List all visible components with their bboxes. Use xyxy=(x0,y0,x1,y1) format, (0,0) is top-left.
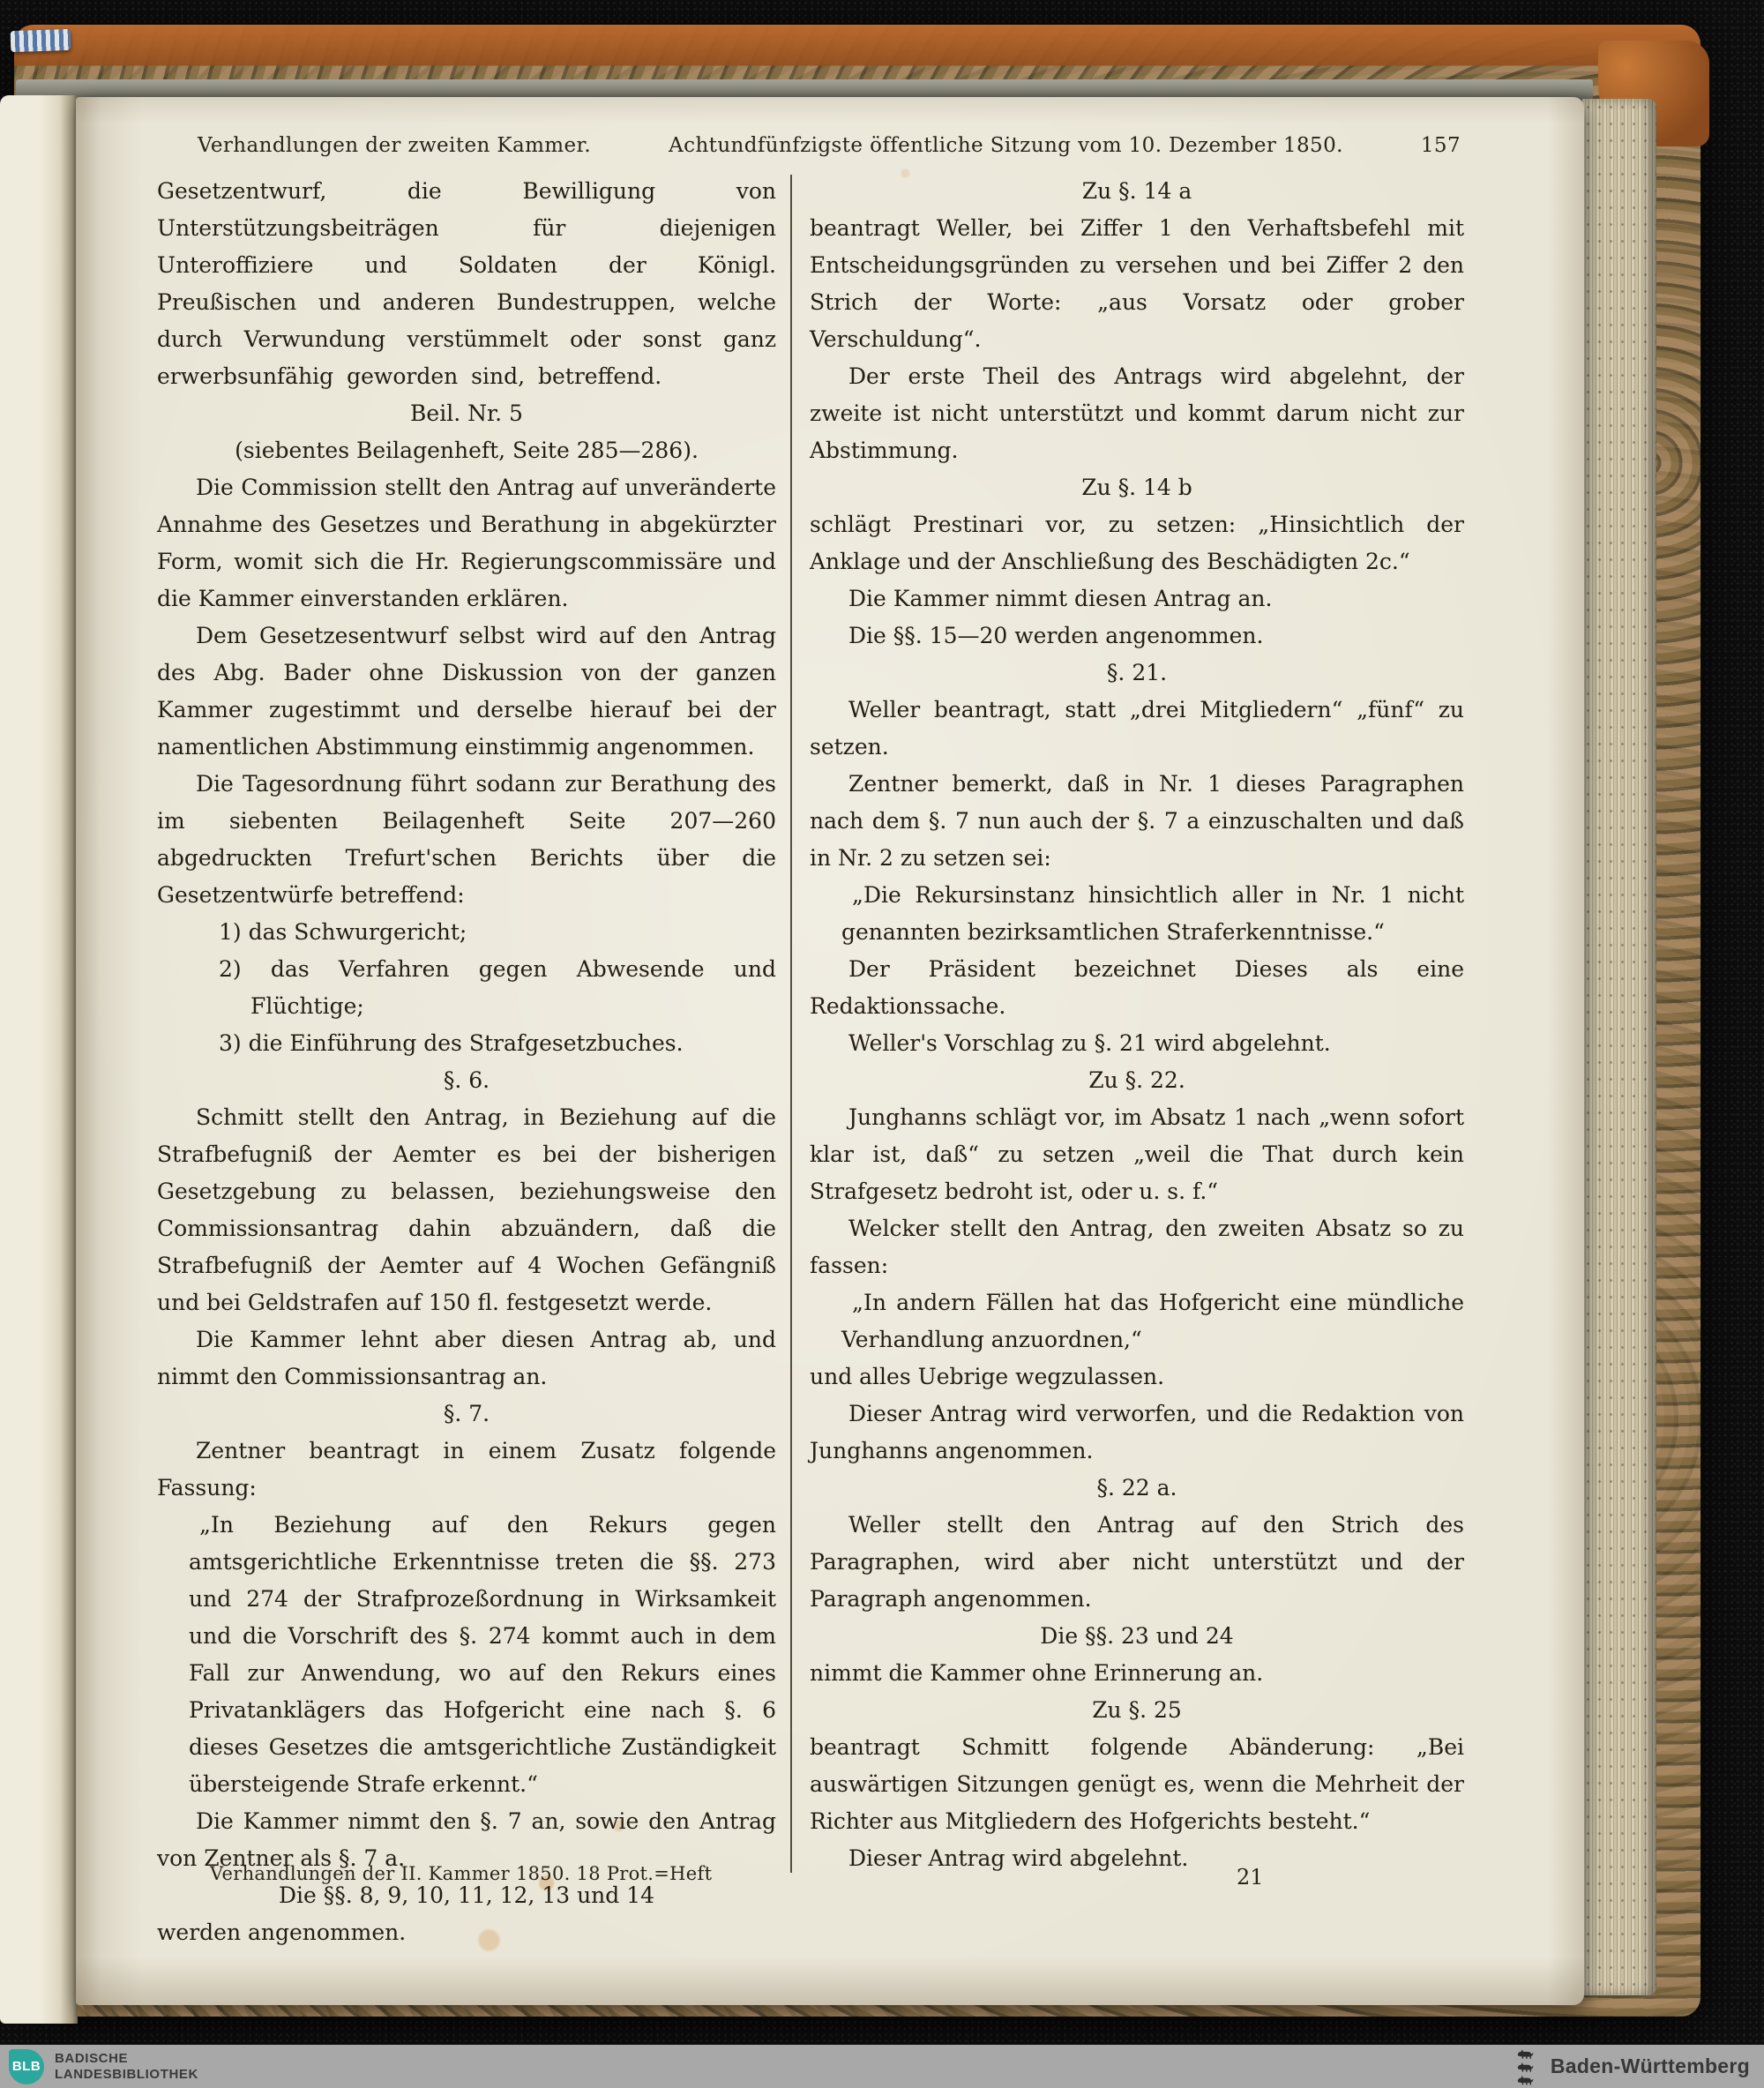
paragraph: Dieser Antrag wird verworfen, und die Redaktion von Junghanns angenommen. xyxy=(810,1401,1464,1463)
scanned-book-page xyxy=(76,97,1584,2005)
paragraph: 3) die Einführung des Strafgesetzbuches. xyxy=(219,1030,684,1056)
paragraph: (siebentes Beilagenheft, Seite 285—286). xyxy=(235,438,699,463)
paragraph: werden angenommen. xyxy=(157,1920,407,1945)
header-page-number: 157 xyxy=(1420,134,1461,157)
paragraph: „In Beziehung auf den Rekurs gegen amtsgerichtliche Erkenntnisse treten die §§. 273 und 274 der Strafprozeßordnung in Wirksamkeit und die Vorschrift des §. 274 kommt auch in dem Fall zur Anwendung, wo auf den Rekurs eines Privatanklägers das Hofgericht eine nach §. 6 dieses Gesetzes die amtsgerichtliche Zuständigkeit übersteigende Strafe erkennt.“ xyxy=(189,1512,776,1797)
paragraph: Schmitt stellt den Antrag, in Beziehung auf die Strafbefugniß der Aemter es bei der bisherigen Gesetzgebung zu belassen, beziehungsweise den Commissionsantrag dahin abzuändern, daß die Strafbefugniß der Aemter auf 4 Wochen Gefängniß und bei Geldstrafen auf 150 fl. festgesetzt werde. xyxy=(157,1104,776,1315)
paragraph: Zu §. 22. xyxy=(1088,1067,1185,1093)
paragraph: beantragt Weller, bei Ziffer 1 den Verhaftsbefehl mit Entscheidungsgründen zu versehen und bei Ziffer 2 den Strich der Worte: „aus Vorsatz oder grober Verschuldung“. xyxy=(810,215,1464,352)
paragraph: beantragt Schmitt folgende Abänderung: „Bei auswärtigen Sitzungen genügt es, wenn die Mehrheit der Richter aus Mitgliedern des Hofgerichts besteht.“ xyxy=(810,1734,1464,1834)
right-text-column xyxy=(810,173,1464,1877)
paragraph: Die §§. 15—20 werden angenommen. xyxy=(848,623,1264,648)
library-name-line2: LANDESBIBLIOTHEK xyxy=(55,2066,198,2082)
baden-wuerttemberg-branding xyxy=(1510,2047,1750,2087)
paragraph: Die Tagesordnung führt sodann zur Berathung des im siebenten Beilagenheft Seite 207—260 abgedruckten Trefurt'schen Berichts über die Gesetzentwürfe betreffend: xyxy=(157,771,776,908)
paragraph: §. 21. xyxy=(1106,660,1168,685)
facing-page-gutter xyxy=(0,95,78,2024)
blb-logo-icon: BLB xyxy=(9,2049,44,2084)
library-name xyxy=(55,2051,198,2083)
paragraph: Die Kammer nimmt den §. 7 an, sowie den Antrag von Zentner als §. 7 a. xyxy=(157,1808,776,1871)
paragraph: §. 6. xyxy=(443,1067,490,1093)
running-header xyxy=(198,134,1461,157)
paragraph: Die §§. 8, 9, 10, 11, 12, 13 und 14 xyxy=(278,1882,655,1908)
library-name-line1: BADISCHE xyxy=(55,2050,129,2066)
volume-footer-note: Verhandlungen der II. Kammer 1850. 18 Prot.=Heft xyxy=(210,1863,713,1884)
book-headband xyxy=(11,29,71,52)
paragraph: §. 22 a. xyxy=(1096,1475,1177,1501)
paragraph: Der erste Theil des Antrags wird abgelehnt, der zweite ist nicht unterstützt und kommt darum nicht zur Abstimmung. xyxy=(810,363,1464,463)
paragraph: Die Commission stellt den Antrag auf unveränderte Annahme des Gesetzes und Berathung in abgekürzter Form, womit sich die Hr. Regierungscommissäre und die Kammer einverstanden erklären. xyxy=(157,475,776,611)
paragraph: Welcker stellt den Antrag, den zweiten Absatz so zu fassen: xyxy=(810,1216,1464,1278)
paragraph: Weller's Vorschlag zu §. 21 wird abgelehnt. xyxy=(848,1030,1331,1056)
paragraph: „Die Rekursinstanz hinsichtlich aller in Nr. 1 nicht genannten bezirksamtlichen Straferkenntnisse.“ xyxy=(841,882,1464,945)
paragraph: Beil. Nr. 5 xyxy=(410,400,523,426)
signature-mark: 21 xyxy=(1237,1865,1264,1890)
paragraph: Weller stellt den Antrag auf den Strich des Paragraphen, wird aber nicht unterstützt und der Paragraph angenommen. xyxy=(810,1512,1464,1612)
paragraph: 2) das Verfahren gegen Abwesende und Flüchtige; xyxy=(219,956,776,1019)
paragraph: Zentner beantragt in einem Zusatz folgende Fassung: xyxy=(157,1438,776,1501)
paragraph: nimmt die Kammer ohne Erinnerung an. xyxy=(810,1660,1264,1686)
paragraph: Zentner bemerkt, daß in Nr. 1 dieses Paragraphen nach dem §. 7 nun auch der §. 7 a einzuschalten und daß in Nr. 2 zu setzen sei: xyxy=(810,771,1464,871)
paragraph: Zu §. 25 xyxy=(1092,1697,1182,1723)
paragraph: Weller beantragt, statt „drei Mitgliedern“ „fünf“ zu setzen. xyxy=(810,697,1464,760)
paragraph: Dieser Antrag wird abgelehnt. xyxy=(848,1845,1189,1871)
paragraph: Zu §. 14 b xyxy=(1081,475,1192,500)
paragraph: 1) das Schwurgericht; xyxy=(219,919,467,945)
paragraph: Gesetzentwurf, die Bewilligung von Unterstützungsbeiträgen für diejenigen Unteroffiziere und Soldaten der Königl. Preußischen und anderen Bundestruppen, welche durch Verwundung verstümmelt oder sonst ganz erwerbsunfähig geworden sind, betreffend. xyxy=(157,178,776,389)
book-fore-edge xyxy=(1582,99,1656,1995)
paragraph: §. 7. xyxy=(443,1401,490,1426)
state-name-label: Baden-Württemberg xyxy=(1550,2054,1750,2077)
paragraph: Die Kammer lehnt aber diesen Antrag ab, und nimmt den Commissionsantrag an. xyxy=(157,1327,776,1389)
header-session: Achtundfünfzigste öffentliche Sitzung vom 10. Dezember 1850. xyxy=(669,134,1343,157)
header-title: Verhandlungen der zweiten Kammer. xyxy=(198,134,592,157)
paragraph: Die §§. 23 und 24 xyxy=(1040,1623,1234,1649)
paragraph: schlägt Prestinari vor, zu setzen: „Hinsichtlich der Anklage und der Anschließung des Beschädigten 2c.“ xyxy=(810,512,1464,574)
paragraph: Dem Gesetzesentwurf selbst wird auf den Antrag des Abg. Bader ohne Diskussion von der ganzen Kammer zugestimmt und derselbe hierauf bei der namentlichen Abstimmung einstimmig angenommen. xyxy=(157,623,776,760)
column-divider-rule xyxy=(790,175,792,1873)
paragraph: Junghanns schlägt vor, im Absatz 1 nach „wenn sofort klar ist, daß“ zu setzen „weil die That durch kein Strafgesetz bedroht ist, oder u. s. f.“ xyxy=(810,1104,1464,1204)
left-text-column xyxy=(157,173,776,1951)
paragraph: „In andern Fällen hat das Hofgericht eine mündliche Verhandlung anzuordnen,“ xyxy=(841,1290,1464,1352)
blb-branding xyxy=(9,2049,198,2084)
paragraph: Der Präsident bezeichnet Dieses als eine Redaktionssache. xyxy=(810,956,1464,1019)
paragraph: Die Kammer nimmt diesen Antrag an. xyxy=(848,586,1273,611)
library-branding-bar xyxy=(0,2045,1764,2088)
baden-wuerttemberg-coat-of-arms-icon xyxy=(1510,2047,1540,2087)
paragraph: Zu §. 14 a xyxy=(1081,178,1192,204)
paragraph: und alles Uebrige wegzulassen. xyxy=(810,1364,1165,1389)
